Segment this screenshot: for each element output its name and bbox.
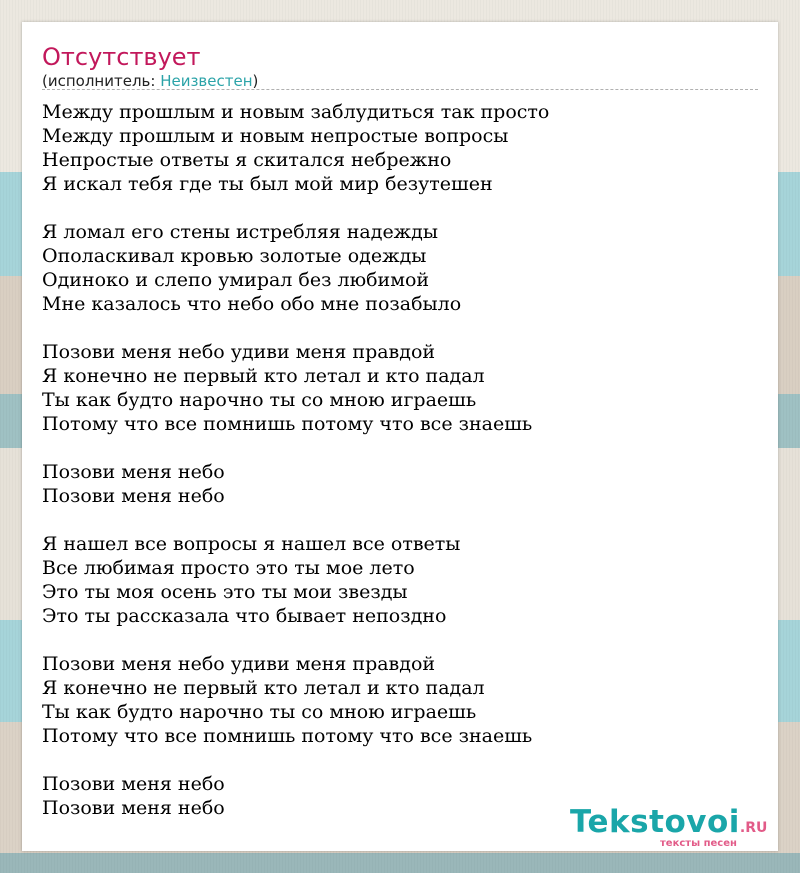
lyrics-card (22, 22, 778, 851)
lyrics-line: Одиноко и слепо умирал без любимой (42, 269, 430, 291)
lyrics-line: Позови меня небо удиви меня правдой (42, 653, 436, 675)
lyrics-line: Я конечно не первый кто летал и кто падал (42, 677, 485, 699)
site-logo[interactable] (570, 804, 775, 850)
lyrics-line: Ты как будто нарочно ты со мною играешь (42, 701, 477, 723)
lyrics-line: Между прошлым и новым непростые вопросы (42, 125, 509, 147)
logo-tagline: тексты песен (660, 838, 737, 849)
artist-line (42, 71, 258, 91)
lyrics-stanza (42, 340, 758, 436)
logo-tld: .RU (739, 820, 768, 836)
lyrics-stanza (42, 652, 758, 748)
title-divider (42, 89, 758, 90)
lyrics-line: Позови меня небо (42, 461, 225, 483)
lyrics-stanza (42, 460, 758, 508)
lyrics-line: Позови меня небо удиви меня правдой (42, 341, 436, 363)
artist-prefix: (исполнитель: (42, 72, 161, 90)
lyrics-line: Все любимая просто это ты мое лето (42, 557, 415, 579)
lyrics-line: Непростые ответы я скитался небрежно (42, 149, 452, 171)
lyrics-text (42, 100, 758, 820)
logo-name: Tekstovoi (570, 804, 740, 840)
lyrics-line: Ты как будто нарочно ты со мною играешь (42, 389, 477, 411)
lyrics-line: Позови меня небо (42, 797, 225, 819)
lyrics-line: Я ломал его стены истребляя надежды (42, 221, 438, 243)
lyrics-line: Между прошлым и новым заблудиться так просто (42, 101, 550, 123)
lyrics-stanza (42, 220, 758, 316)
song-title: Отсутствует (42, 43, 201, 71)
lyrics-stanza (42, 100, 758, 196)
lyrics-line: Я конечно не первый кто летал и кто падал (42, 365, 485, 387)
lyrics-line: Это ты рассказала что бывает непоздно (42, 605, 447, 627)
lyrics-line: Я нашел все вопросы я нашел все ответы (42, 533, 461, 555)
lyrics-line: Потому что все помнишь потому что все знаешь (42, 725, 533, 747)
lyrics-line: Мне казалось что небо обо мне позабыло (42, 293, 462, 315)
lyrics-line: Ополаскивал кровью золотые одежды (42, 245, 427, 267)
lyrics-line: Позови меня небо (42, 485, 225, 507)
lyrics-line: Это ты моя осень это ты мои звезды (42, 581, 408, 603)
artist-suffix: ) (252, 72, 259, 90)
lyrics-line: Позови меня небо (42, 773, 225, 795)
lyrics-line: Потому что все помнишь потому что все знаешь (42, 413, 533, 435)
lyrics-stanza (42, 532, 758, 628)
lyrics-line: Я искал тебя где ты был мой мир безутешен (42, 173, 493, 195)
artist-link[interactable]: Неизвестен (160, 72, 253, 90)
